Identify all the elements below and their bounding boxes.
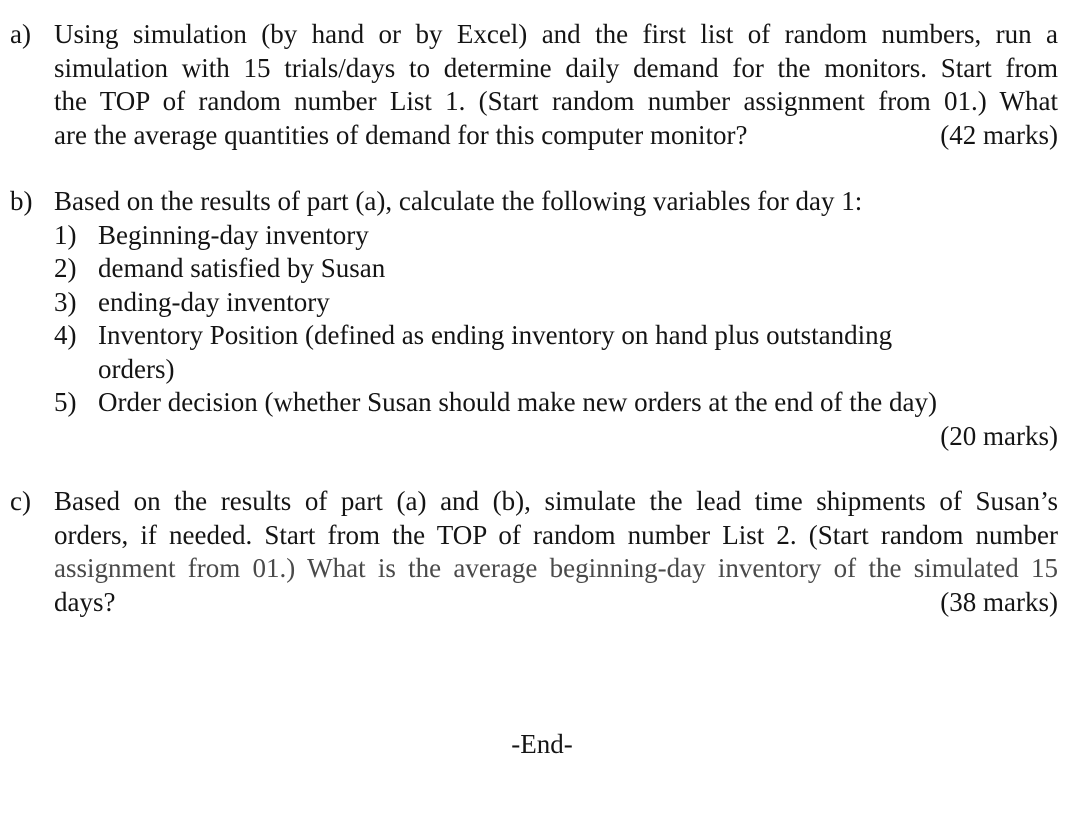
sublist-item-text: Beginning-day inventory <box>98 219 369 250</box>
question-c-label: c) <box>10 486 31 516</box>
question-b-intro-wrap <box>54 185 1058 219</box>
question-a-last-line <box>54 119 1058 153</box>
question-a <box>10 18 1058 152</box>
sublist-item-number: 1) <box>54 219 77 250</box>
question-c-line: Based on the results of part (a) and (b), simulate the lead time shipments of Susan’s <box>54 486 1058 516</box>
sublist-item-number: 4) <box>54 320 77 350</box>
question-a-body <box>54 18 1058 152</box>
sublist-item-number: 5) <box>54 387 77 417</box>
question-b-marks-wrap <box>54 420 1058 454</box>
question-c-marks: (38 marks) <box>940 586 1058 617</box>
question-c-line: days? <box>54 586 116 617</box>
question-c-body <box>54 485 1058 619</box>
question-b-marks: (20 marks) <box>940 420 1058 451</box>
sublist-item-text: demand satisfied by Susan <box>98 253 386 283</box>
question-b <box>10 185 1058 453</box>
question-c-line: orders, if needed. Start from the TOP of random number List 2. (Start random number <box>54 519 1058 550</box>
question-c-last-line <box>54 586 1058 620</box>
question-a-line: the TOP of random number List 1. (Start random number assignment from 01.) What <box>54 86 1058 116</box>
end-marker: -End- <box>511 729 573 759</box>
question-a-marks: (42 marks) <box>940 119 1058 150</box>
sublist-item <box>10 319 1058 386</box>
question-c-line: assignment from 01.) What is the average beginning-day inventory of the simulated 15 <box>54 553 1058 583</box>
question-b-label: b) <box>10 186 33 216</box>
sublist-item <box>10 286 1058 320</box>
sublist-item <box>10 219 1058 253</box>
question-a-line: Using simulation (by hand or by Excel) and the first list of random numbers, run a <box>54 19 1058 49</box>
question-c <box>10 485 1058 619</box>
sublist-item-number: 3) <box>54 286 77 317</box>
sublist-item <box>10 252 1058 286</box>
sublist-item-text: Order decision (whether Susan should make new orders at the end of the day) <box>98 387 937 417</box>
sublist-item-text-continued: orders) <box>98 353 175 384</box>
sublist-item-text: Inventory Position (defined as ending inventory on hand plus outstanding <box>98 320 893 350</box>
sublist-item-number: 2) <box>54 253 77 283</box>
question-a-line: are the average quantities of demand for this computer monitor? <box>54 119 748 150</box>
question-a-line: simulation with 15 trials/days to determine daily demand for the monitors. Start from <box>54 52 1058 83</box>
question-a-label: a) <box>10 19 31 49</box>
sublist-item <box>10 386 1058 420</box>
sublist-item-text: ending-day inventory <box>98 286 330 317</box>
question-b-intro: Based on the results of part (a), calculate the following variables for day 1: <box>54 186 863 216</box>
question-b-sublist <box>10 219 1058 420</box>
